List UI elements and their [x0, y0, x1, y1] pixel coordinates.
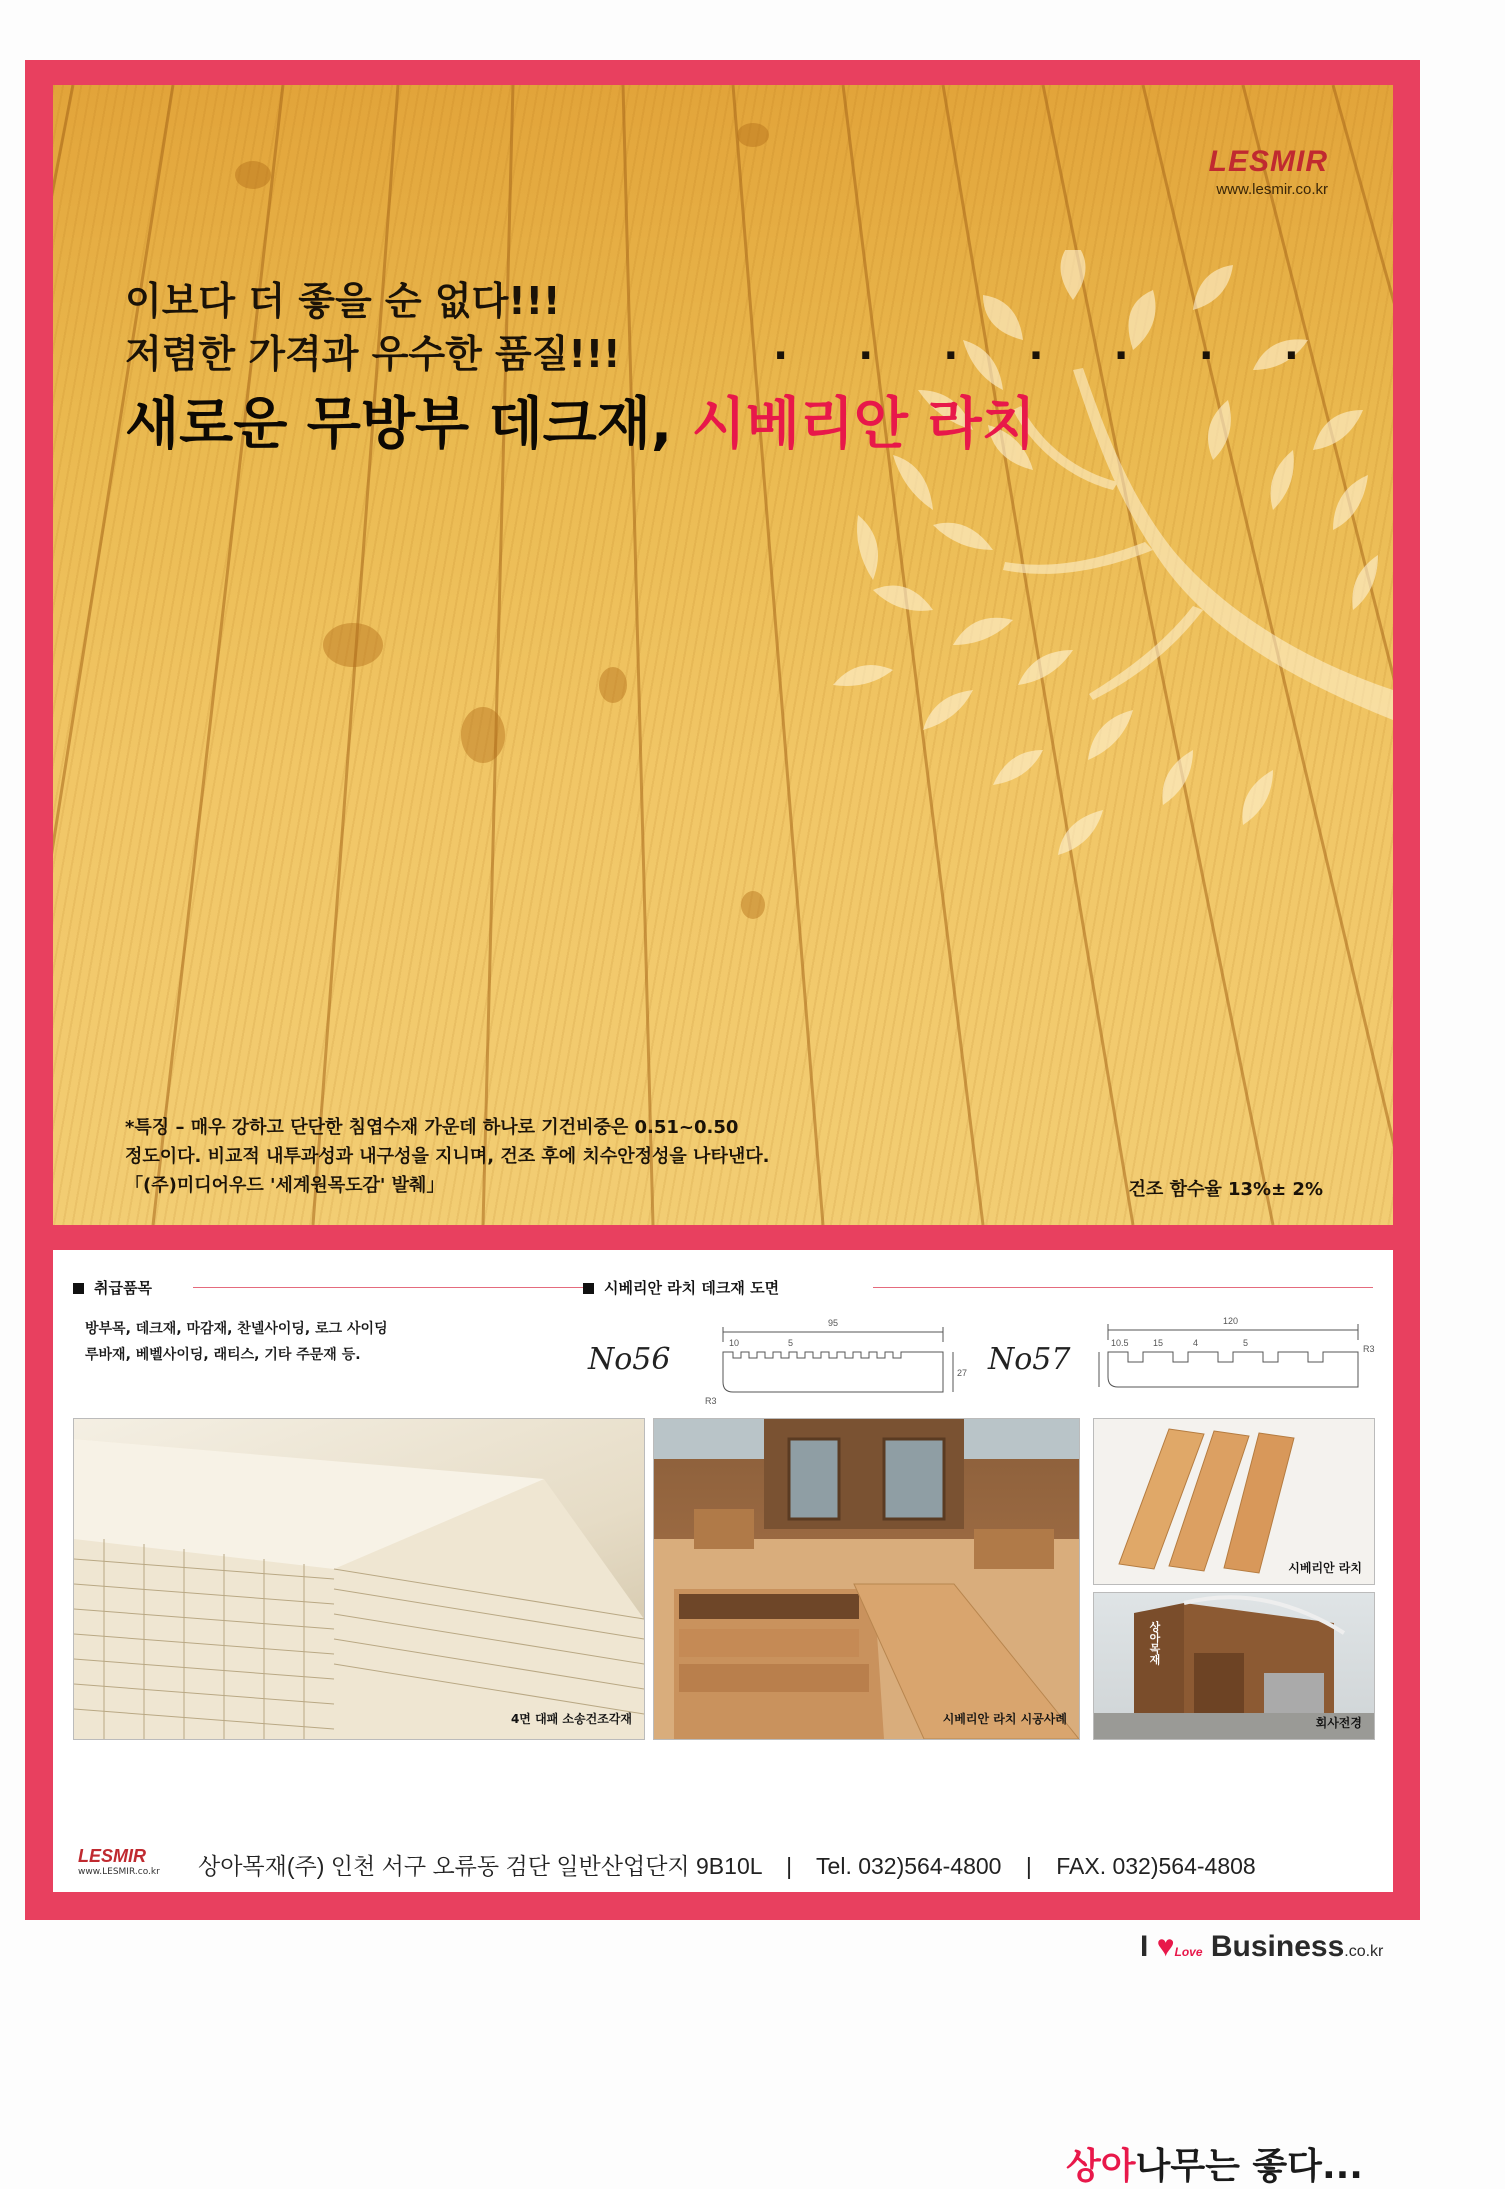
footer-bar: [53, 1840, 1393, 1892]
footer-separator: |: [1025, 1853, 1032, 1879]
footer-logo-text: LESMIR: [78, 1846, 147, 1866]
logo-url[interactable]: www.lesmir.co.kr: [1216, 181, 1328, 198]
magazine-watermark: [1140, 1930, 1383, 1964]
no56-width: 95: [828, 1318, 839, 1328]
heart-icon: ♥: [1156, 1930, 1175, 1963]
products-heading-text: 취급품목: [94, 1279, 152, 1297]
slogan-accent: 상아: [1065, 2146, 1136, 2187]
products-list: [85, 1316, 388, 1368]
footer-logo[interactable]: [78, 1846, 160, 1877]
photo-lumber-stack: [73, 1418, 645, 1740]
no57-dim-b: 15: [1153, 1338, 1164, 1348]
photo-deck-caption: 시베리안 라치 시공사례: [942, 1712, 1067, 1726]
headline-1: 이보다 더 좋을 순 없다!!!: [125, 279, 561, 323]
photo-deck-example: [653, 1418, 1080, 1740]
profile-no56-label: No56: [588, 1342, 671, 1377]
headline-dots: . . . . . . .: [773, 323, 1327, 369]
no57-dim-d: 5: [1243, 1338, 1249, 1348]
products-heading: [73, 1277, 152, 1298]
deck-scene: [654, 1419, 1079, 1739]
headline-2: 저렴한 가격과 우수한 품질!!!: [125, 332, 621, 376]
headline-accent: 시베리안 라치: [691, 392, 1036, 457]
products-line-1: 방부목, 데크재, 마감재, 찬넬사이딩, 로그 사이딩: [85, 1321, 388, 1337]
photo-larch-planks: [1093, 1418, 1375, 1585]
no56-height: 27: [957, 1368, 968, 1378]
building-sign: 상아목재: [1148, 1621, 1161, 1665]
lesmir-logo[interactable]: [1209, 145, 1328, 198]
headline-main-text: 새로운 무방부 데크재,: [125, 392, 692, 457]
footer-fax: FAX. 032)564-4808: [1056, 1853, 1256, 1879]
no56-dim-a: 10: [729, 1338, 740, 1348]
watermark-business: Business: [1210, 1930, 1345, 1963]
footer-address: 상아목재(주) 인천 서구 오류동 검단 일반산업단지 9B10L: [198, 1853, 762, 1879]
square-bullet-icon: [73, 1283, 84, 1294]
no56-dim-b: 5: [788, 1338, 794, 1348]
footer-logo-url[interactable]: www.LESMIR.co.kr: [78, 1867, 160, 1877]
drawing-heading-rule: [873, 1287, 1373, 1288]
drawing-heading-text: 시베리안 라치 데크재 도면: [604, 1279, 780, 1297]
watermark-love: Love: [1174, 1945, 1203, 1959]
photo-lumber-caption: 4면 대패 소송건조각재: [510, 1712, 632, 1726]
photo-company-building: [1093, 1592, 1375, 1740]
no57-dim-a: 10.5: [1111, 1338, 1129, 1348]
photo-planks-caption: 시베리안 라치: [1288, 1561, 1362, 1575]
headline-main: [125, 380, 1036, 460]
footer-contact: [198, 1848, 1256, 1881]
photo-building-caption: 회사전경: [1315, 1716, 1362, 1730]
profile-no57-drawing: [1093, 1312, 1393, 1412]
feature-description: [125, 1113, 1085, 1200]
slogan-text: 나무는 좋다...: [1135, 2146, 1363, 2187]
footer-tel[interactable]: Tel. 032)564-4800: [816, 1853, 1002, 1879]
no57-width: 120: [1223, 1316, 1239, 1326]
feature-line-3: 「(주)미디어우드 '세계원목도감' 발췌」: [125, 1175, 445, 1196]
square-bullet-icon: [583, 1283, 594, 1294]
watermark-domain: .co.kr: [1344, 1943, 1384, 1960]
footer-separator: |: [786, 1853, 793, 1879]
products-line-2: 루바재, 베벨사이딩, 래티스, 기타 주문재 등.: [85, 1347, 361, 1363]
products-heading-rule: [193, 1287, 583, 1288]
no57-dim-c: 4: [1193, 1338, 1199, 1348]
slogan: [1066, 2138, 1363, 2189]
profile-no57-label: No57: [988, 1342, 1071, 1377]
watermark-i: I: [1140, 1930, 1149, 1963]
no57-edge: R3: [1363, 1344, 1375, 1354]
profile-no56-drawing: [693, 1312, 993, 1412]
logo-text: LESMIR: [1208, 145, 1328, 178]
drawing-heading: [583, 1277, 779, 1298]
feature-line-2: 정도이다. 비교적 내투과성과 내구성을 지니며, 건조 후에 치수안정성을 나타낸다.: [125, 1146, 770, 1167]
lumber-ends: [74, 1419, 644, 1739]
hero-wood-image: [53, 85, 1393, 1225]
no56-edge: R3: [705, 1396, 717, 1406]
feature-line-1: *특징 – 매우 강하고 단단한 침엽수재 가운데 하나로 기건비중은 0.51~0.50: [125, 1117, 739, 1138]
moisture-content: 건조 함수율 13%± 2%: [1128, 1179, 1323, 1200]
